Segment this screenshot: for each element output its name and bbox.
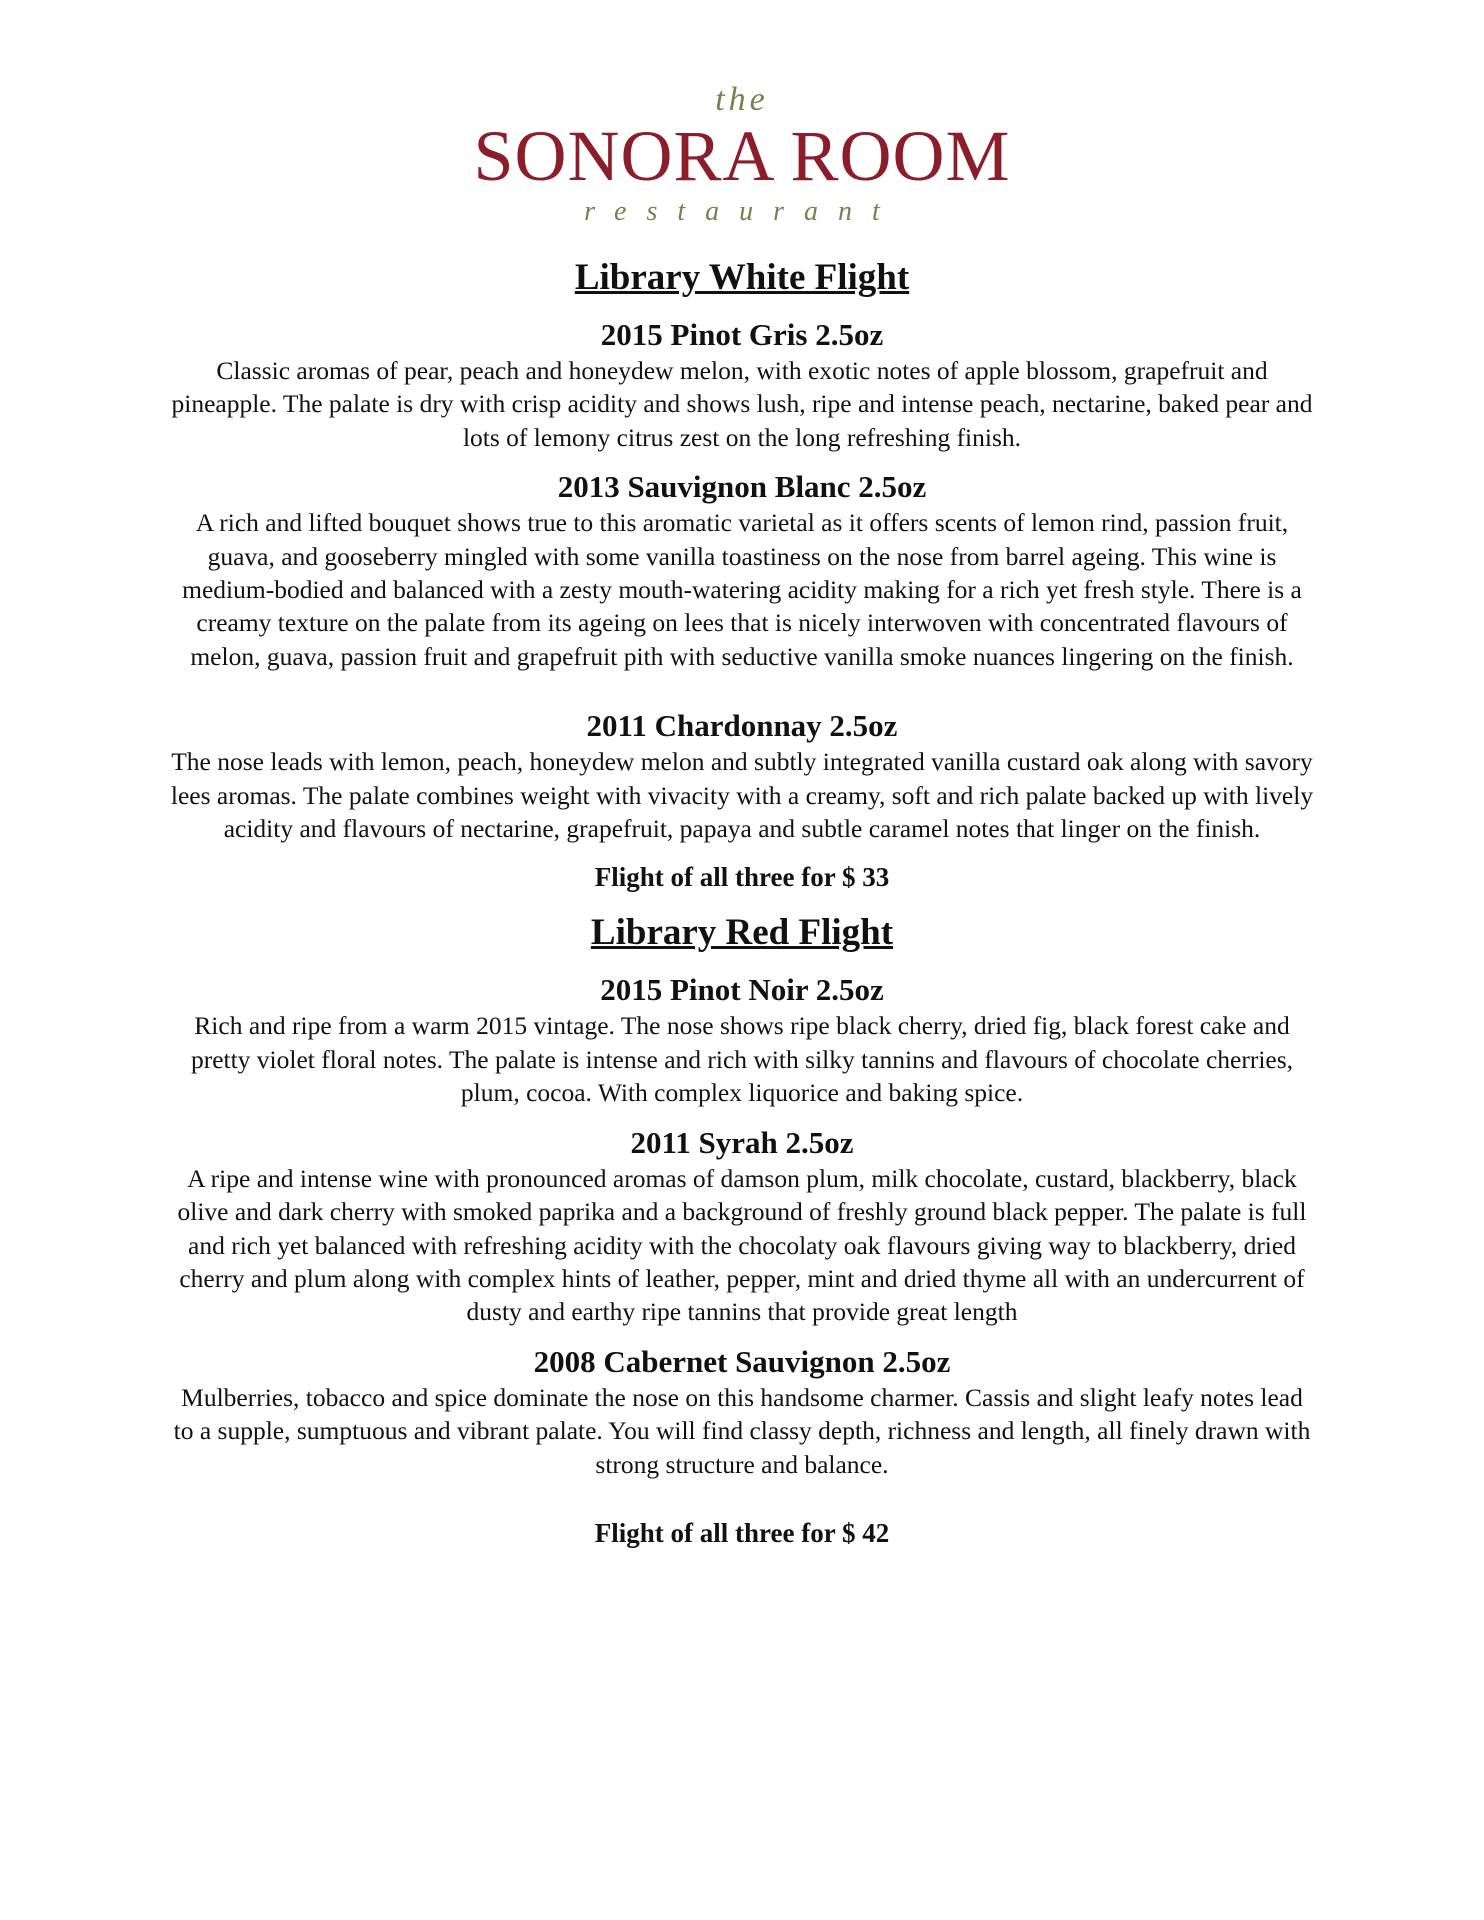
wine-item — [170, 707, 1314, 845]
red-flight-title: Library Red Flight — [590, 912, 894, 954]
wine-title: 2011 Chardonnay 2.5oz — [586, 708, 898, 744]
logo-name: SONORA ROOM — [473, 116, 1011, 196]
wine-title: 2013 Sauvignon Blanc 2.5oz — [557, 469, 927, 505]
wine-title: 2015 Pinot Noir 2.5oz — [600, 972, 884, 1008]
wine-item — [170, 1343, 1314, 1481]
white-flight-title: Library White Flight — [574, 257, 910, 298]
menu-content — [170, 254, 1314, 1551]
wine-description: A rich and lifted bouquet shows true to this aromatic varietal as it offers scents of lemon rind, passion fruit, guava, and gooseberry mingled with some vanilla toastiness on the nose from barrel ageing. This wine is medium-bodied and balanced with a zesty mouth-watering acidity making for a rich yet fresh style. There is a creamy texture on the palate from its ageing on lees that is nicely interwoven with concentrated flavours of melon, guava, passion fruit and grapefruit pith with seductive vanilla smoke nuances lingering on the finish. — [182, 508, 1302, 671]
wine-item — [170, 316, 1314, 454]
wine-description: A ripe and intense wine with pronounced aromas of damson plum, milk chocolate, custard, blackberry, black olive and dark cherry with smoked paprika and a background of freshly ground black pepper. The palate is full and rich yet balanced with refreshing acidity with the chocolaty oak flavours giving way to blackberry, dried cherry and plum along with complex hints of leather, pepper, mint and dried thyme all with an undercurrent of dusty and earthy ripe tannins that provide great length — [177, 1163, 1307, 1327]
wine-item — [170, 971, 1314, 1109]
logo-subtitle: restaurant — [584, 196, 900, 227]
red-flight-price: Flight of all three for $ 42 — [594, 1517, 890, 1548]
white-flight-section — [170, 254, 1314, 895]
red-flight-section — [170, 909, 1314, 1550]
wine-title: 2015 Pinot Gris 2.5oz — [600, 317, 884, 352]
white-flight-price: Flight of all three for $ 33 — [594, 862, 890, 893]
wine-item — [170, 1124, 1314, 1329]
wine-title: 2011 Syrah 2.5oz — [630, 1124, 854, 1160]
wine-description: Rich and ripe from a warm 2015 vintage. The nose shows ripe black cherry, dried fig, black forest cake and pretty violet floral notes. The palate is intense and rich with silky tannins and flavours of chocolate cherries, plum, cocoa. With complex liquorice and baking spice. — [190, 1011, 1294, 1108]
logo-the: the — [715, 81, 769, 118]
wine-description: Classic aromas of pear, peach and honeydew melon, with exotic notes of apple blossom, grapefruit and pineapple. The palate is dry with crisp acidity and shows lush, ripe and intense peach, nectarine, baked pear and lots of lemony citrus zest on the long refreshing finish. — [171, 356, 1313, 452]
wine-title: 2008 Cabernet Sauvignon 2.5oz — [533, 1343, 951, 1379]
wine-description: Mulberries, tobacco and spice dominate the nose on this handsome charmer. Cassis and slight leafy notes lead to a supple, sumptuous and vibrant palate. You will find classy depth, richness and length, all finely drawn with strong structure and balance. — [173, 1382, 1311, 1479]
wine-item — [170, 468, 1314, 673]
restaurant-logo — [0, 80, 1484, 230]
wine-description: The nose leads with lemon, peach, honeydew melon and subtly integrated vanilla custard oak along with savory lees aromas. The palate combines weight with vivacity with a creamy, soft and rich palate backed up with lively acidity and flavours of nectarine, grapefruit, papaya and subtle caramel notes that linger on the finish. — [170, 747, 1314, 844]
